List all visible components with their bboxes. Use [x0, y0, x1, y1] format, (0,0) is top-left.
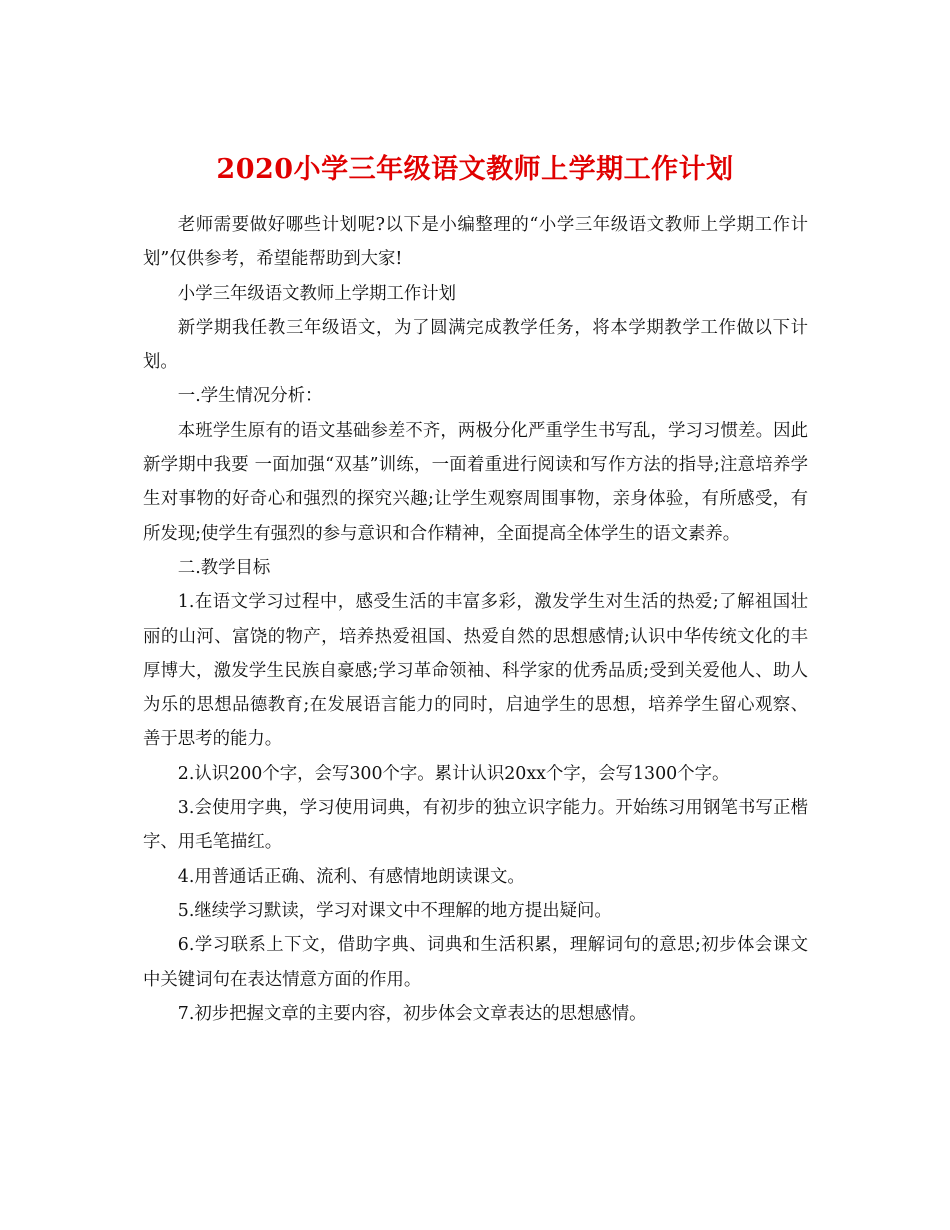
goal-item-7: 7.初步把握文章的主要内容，初步体会文章表达的思想感情。 [177, 1003, 647, 1024]
goal-item-4: 4.用普通话正确、流利、有感情地朗读课文。 [177, 866, 525, 887]
goal-item-6: 6.学习联系上下文，借助字典、词典和生活积累，理解词句的意思;初步体会课文中关键词句在表达情意方面的作用。 [143, 935, 808, 990]
intro-paragraph: 老师需要做好哪些计划呢?以下是小编整理的“小学三年级语文教师上学期工作计划”仅供参考，希望能帮助到大家! [143, 215, 808, 270]
goal-item-5: 5.继续学习默读，学习对课文中不理解的地方提出疑问。 [177, 900, 612, 921]
section-heading-student-analysis: 一.学生情况分析： [177, 386, 323, 407]
goal-item-2: 2.认识200个字，会写300个字。累计认识20xx个字，会写1300个字。 [177, 763, 730, 784]
preface-paragraph: 新学期我任教三年级语文，为了圆满完成教学任务，将本学期教学工作做以下计划。 [143, 317, 808, 373]
document-body [143, 208, 808, 1031]
section-heading-teaching-goals: 二.教学目标 [177, 557, 271, 578]
goal-item-1: 1.在语文学习过程中，感受生活的丰富多彩，激发学生对生活的热爱;了解祖国壮丽的山河、富饶的物产，培养热爱祖国、热爱自然的思想感情;认识中华传统文化的丰厚博大，激发学生民族自豪感;学习革命领袖、科学家的优秀品质;受到关爱他人、助人为乐的思想品德教育;在发展语言能力的同时，启迪学生的思想，培养学生留心观察、善于思考的能力。 [143, 592, 808, 750]
goal-item-3: 3.会使用字典，学习使用词典，有初步的独立识字能力。开始练习用钢笔书写正楷字、用毛笔描红。 [143, 798, 808, 853]
plan-subtitle: 小学三年级语文教师上学期工作计划 [177, 283, 457, 304]
page-title: 2020小学三年级语文教师上学期工作计划 [216, 154, 734, 186]
student-analysis-paragraph: 本班学生原有的语文基础参差不齐，两极分化严重学生书写乱，学习习惯差。因此新学期中我要 一面加强“双基”训练，一面着重进行阅读和写作方法的指导;注意培养学生对事物的好奇心和强烈的探究兴趣;让学生观察周围事物，亲身体验，有所感受，有所发现;使学生有强烈的参与意识和合作精神，全面提高全体学生的语文素养。 [143, 420, 808, 544]
